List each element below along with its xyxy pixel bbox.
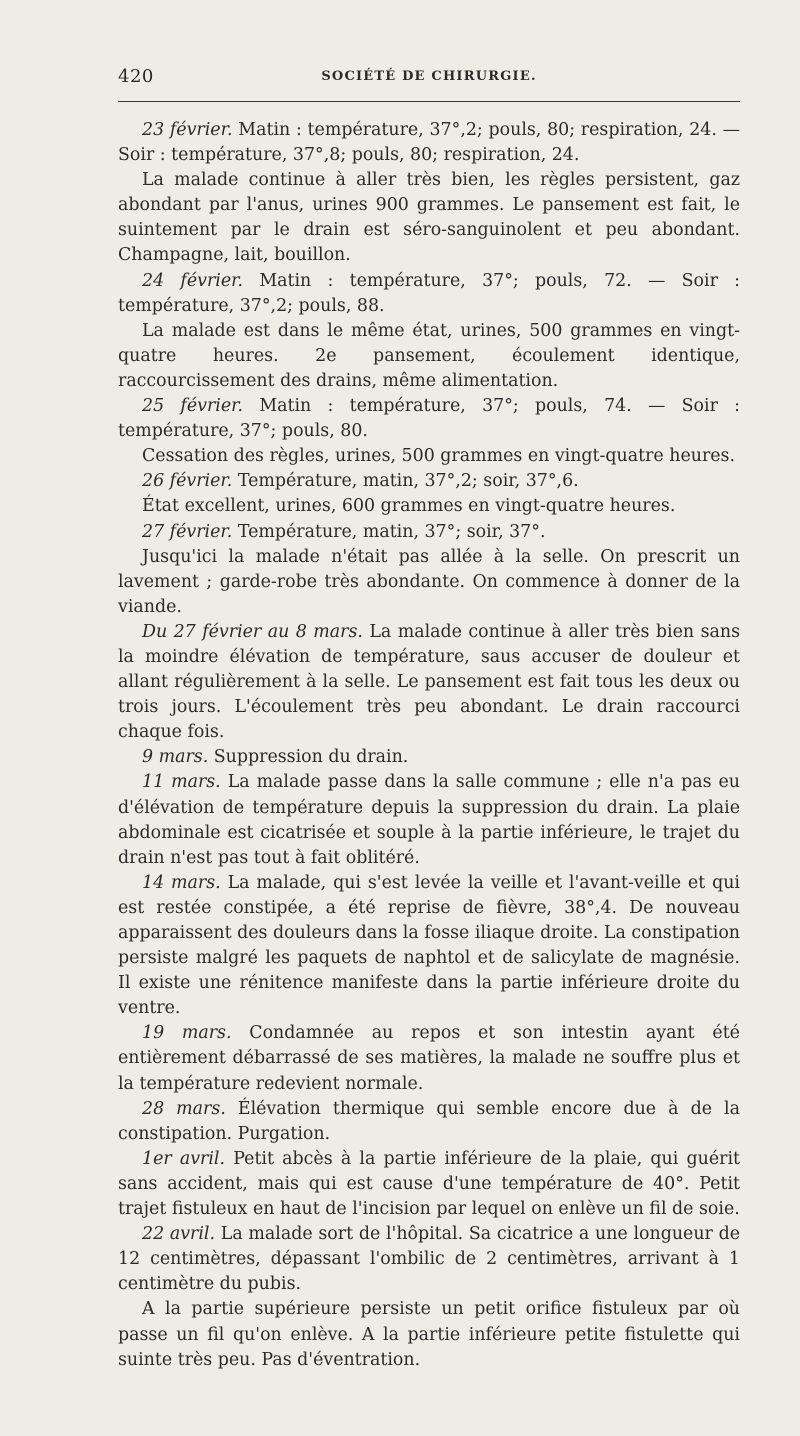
entry-date: 27 février.: [142, 521, 233, 542]
entry-text: Cessation des règles, urines, 500 grammes en vingt-quatre heures.: [142, 446, 735, 467]
paragraph: [118, 745, 740, 770]
paragraph: [118, 394, 740, 444]
entry-text: Matin : température, 37°,2; pouls, 80; respiration, 24. — Soir : température, 37°,8; pouls, 80; respiration, 24.: [118, 120, 740, 166]
paragraph: [118, 269, 740, 319]
entry-date: 25 février.: [142, 396, 244, 417]
entry-text: La malade passe dans la salle commune ; elle n'a pas eu d'élévation de température depuis la suppression du drain. La plaie abdominale est cicatrisée et souple à la partie inférieure, le trajet du drain n'est pas tout à fait oblitéré.: [118, 772, 740, 868]
entry-text: Jusqu'ici la malade n'était pas allée à la selle. On prescrit un lavement ; garde-robe très abondante. On commence à donner de la viande.: [118, 546, 740, 617]
paragraph: [118, 1097, 740, 1147]
paragraph: [118, 871, 740, 1022]
entry-text: Température, matin, 37°,2; soir, 37°,6.: [237, 471, 579, 492]
entry-text: État excellent, urines, 600 grammes en vingt-quatre heures.: [142, 496, 676, 517]
page-number: 420: [118, 66, 154, 87]
entry-date: 19 mars.: [142, 1023, 232, 1044]
paragraph: [118, 118, 740, 168]
entry-date: 1er avril.: [142, 1148, 226, 1169]
entry-text: Condamnée au repos et son intestin ayant été entièrement débarrassé de ses matières, la malade ne souffre plus et la température redevient normale.: [118, 1023, 740, 1094]
paragraph: [118, 444, 740, 469]
paragraph: [118, 1021, 740, 1096]
paragraph: [118, 319, 740, 394]
entry-date: 22 avril.: [142, 1224, 216, 1245]
body-text: [118, 118, 740, 1373]
entry-date: 28 mars.: [142, 1098, 226, 1119]
entry-date: 24 février.: [142, 270, 244, 291]
entry-text: A la partie supérieure persiste un petit orifice fistuleux par où passe un fil qu'on enlève. A la partie inférieure petite fistulette qui suinte très peu. Pas d'éventration.: [118, 1299, 740, 1370]
entry-date: 23 février.: [142, 120, 233, 140]
entry-text: Matin : température, 37°; pouls, 72. — Soir : température, 37°,2; pouls, 88.: [118, 270, 741, 316]
entry-text: La malade continue à aller très bien sans la moindre élévation de température, saus accuser de douleur et allant régulièrement à la selle. Le pansement est fait tous les deux ou trois jours. L'écoulement très peu abondant. Le drain raccourci chaque fois.: [118, 621, 740, 743]
paragraph: [118, 494, 740, 519]
paragraph: [118, 545, 740, 620]
paragraph: [118, 620, 740, 745]
entry-text: Élévation thermique qui semble encore due à de la constipation. Purgation.: [118, 1098, 740, 1144]
entry-text: La malade, qui s'est levée la veille et l'avant-veille et qui est restée constipée, a été reprise de fièvre, 38°,4. De nouveau apparaissent des douleurs dans la fosse iliaque droite. La constipation persiste malgré les paquets de naphtol et de salicylate de magnésie. Il existe une rénitence manifeste dans la partie inférieure droite du ventre.: [118, 872, 740, 1019]
entry-text: La malade est dans le même état, urines, 500 grammes en vingt-quatre heures. 2e pansement, écoulement identique, raccourcissement des drains, même alimentation.: [118, 320, 740, 391]
running-title: SOCIÉTÉ DE CHIRURGIE.: [321, 69, 537, 84]
entry-date: 14 mars.: [142, 872, 221, 893]
paragraph: [118, 1297, 740, 1372]
entry-text: La malade continue à aller très bien, les règles persistent, gaz abondant par l'anus, urines 900 grammes. Le pansement est fait, le suintement par le drain est séro-sanguinolent et peu abondant. Champagne, lait, bouillon.: [118, 170, 740, 266]
paragraph: [118, 770, 740, 870]
entry-text: Petit abcès à la partie inférieure de la plaie, qui guérit sans accident, mais qui est cause d'une température de 40°. Petit trajet fistuleux en haut de l'incision par lequel on enlève un fil de soie.: [118, 1148, 740, 1220]
entry-date: Du 27 février au 8 mars.: [142, 621, 363, 642]
entry-date: 9 mars.: [142, 747, 209, 768]
paragraph: [118, 168, 740, 268]
paragraph: [118, 1222, 740, 1297]
paragraph: [118, 1147, 740, 1222]
paragraph: [118, 469, 740, 494]
paragraph: [118, 520, 740, 545]
entry-date: 11 mars.: [142, 772, 221, 793]
page-header: [118, 66, 740, 92]
header-rule: [118, 101, 740, 102]
entry-text: Température, matin, 37°; soir, 37°.: [237, 521, 546, 542]
entry-text: Matin : température, 37°; pouls, 74. — Soir : température, 37°; pouls, 80.: [118, 396, 741, 442]
entry-text: Suppression du drain.: [213, 747, 409, 768]
entry-text: La malade sort de l'hôpital. Sa cicatrice a une longueur de 12 centimètres, dépassant l'ombilic de 2 centimètres, arrivant à 1 centimètre du pubis.: [118, 1224, 740, 1295]
entry-date: 26 février.: [142, 471, 233, 492]
